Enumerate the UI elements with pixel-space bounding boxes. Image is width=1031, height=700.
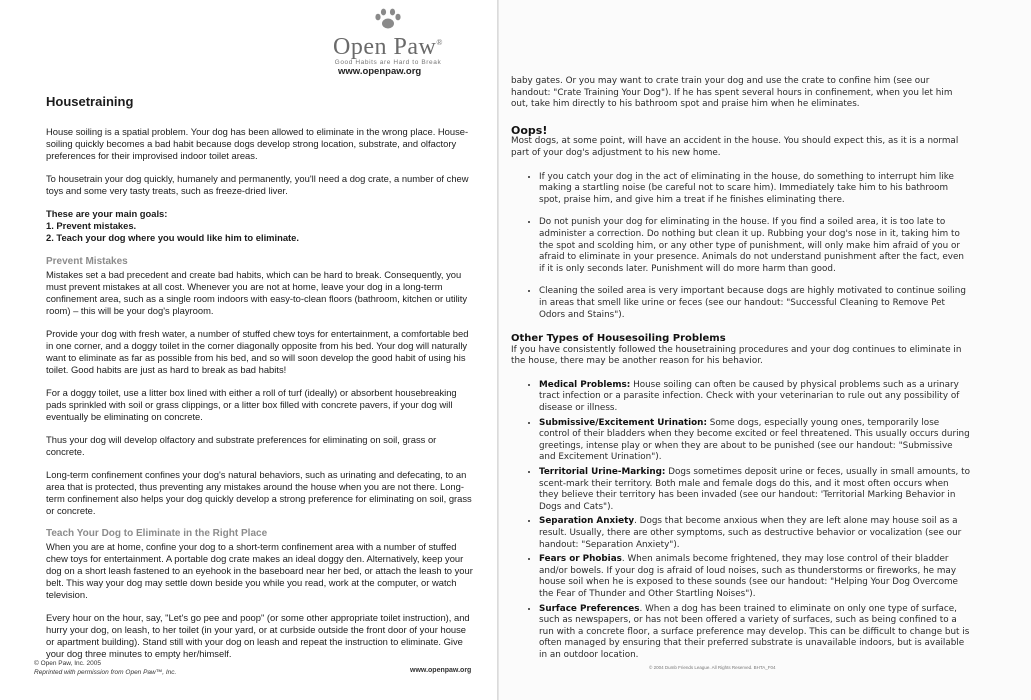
brand-tagline: Good Habits are Hard to Break: [334, 59, 442, 66]
left-page: [0, 0, 499, 700]
list-item: • If you catch your dog in the act of eliminating in the house, do something to interrupt him like making a startling noise (be careful not to scare him). Immediately take him to his bathroom spot, praise him, and give him a treat if he finishes eliminating there.: [539, 172, 971, 207]
intro-paragraph: House soiling is a spatial problem. Your dog has been allowed to eliminate in the wrong place. House-soiling quickly becomes a bad habit because dogs develop strong location, substrate, and olfactory preferences for their improvised indoor toilet areas.: [46, 126, 469, 161]
list-item: • Medical Problems: House soiling can often be caused by physical problems such as a urinary tract infection or a parasite infection. Check with your veterinarian to rule out any possibility of disease or illness.: [539, 380, 971, 415]
goal-item: 2. Teach your dog where you would like him to eliminate.: [46, 232, 299, 243]
list-item: • Submissive/Excitement Urination: Some dogs, especially young ones, temporarily lose control of their bladders when they become excited or feel threatened. This usually occurs during greetings, intense play or when they are about to be punished (see our handout: "Submissive and Excitement Urination").: [539, 418, 971, 464]
paw-print-icon: [373, 8, 403, 30]
left-body: [46, 96, 476, 671]
section-heading-teach: Teach Your Dog to Eliminate in the Right Place: [46, 528, 268, 539]
goals-heading: These are your main goals:: [46, 208, 168, 219]
list-item: • Separation Anxiety. Dogs that become anxious when they are left alone may house soil as a result. Usually, there are other symptoms, such as destructive behavior or vocalization (see our handout: "Separation Anxiety").: [539, 516, 971, 551]
footer-copyright: © Open Paw, Inc. 2005: [34, 660, 101, 667]
other-types-list: [511, 380, 971, 662]
body-paragraph: For a doggy toilet, use a litter box lined with either a roll of turf (ideally) or absorbent housebreaking pads sprinkled with soil or grass clippings, or a litter box filled with concrete pavers, if your dog will eventually be eliminating on concrete.: [46, 387, 457, 422]
right-page: [499, 0, 1031, 700]
section-heading-oops: Oops!: [511, 123, 548, 137]
body-paragraph: Every hour on the hour, say, "Let's go pee and poop" (or some other appropriate toilet instruction), and hurry your dog, on leash, to her toilet (in your yard, or at curbside outside the front door of your house or apartment building). Stand still with your dog on leash and repeat the instruction to eliminate. Give your dog three minutes to empty her/himself.: [46, 612, 470, 659]
oops-intro: Most dogs, at some point, will have an accident in the house. You should expect this, as it is a normal part of your dog's adjustment to his new home.: [511, 136, 959, 158]
other-intro: If you have consistently followed the housetraining procedures and your dog continues to eliminate in the house, there may be another reason for his behavior.: [511, 344, 962, 367]
continued-paragraph: baby gates. Or you may want to crate train your dog and use the crate to confine him (see our handout: "Crate Training Your Dog"). If he has spent several hours in confinement, when you let him out, take him directly to his bathroom spot and praise him when he eliminates.: [511, 76, 953, 110]
list-item: • Territorial Urine-Marking: Dogs sometimes deposit urine or feces, usually in small amounts, to scent-mark their territory. Both male and female dogs do this, and it most often occurs when they believe their territory has been invaded (see our handout: 'Territorial Marking Behavior in Dogs and Cats").: [539, 467, 971, 513]
open-paw-logo: [318, 8, 458, 66]
right-footer: © 2004 Dumb Friends League. All Rights Reserved. BHTA_F04: [649, 665, 776, 670]
body-paragraph: Long-term confinement confines your dog's natural behaviors, such as urinating and defecating, to an area that is protected, thus preventing any mistakes around the house when you are not there. Long-term confinement also helps your dog quickly develop a strong preference for eliminating on soil, grass or concrete.: [46, 469, 472, 516]
body-paragraph: Provide your dog with fresh water, a number of stuffed chew toys for entertainment, a comfortable bed in one corner, and a doggy toilet in the corner diagonally opposite from his bed. Your dog will naturally want to eliminate as far as possible from his bed, and so will soon develop the good habit of using his toilet. Good habits are just as hard to break as bad habits!: [46, 328, 469, 375]
right-body: [511, 76, 971, 665]
intro-paragraph: To housetrain your dog quickly, humanely and permanently, you'll need a dog crate, a number of chew toys and some very tasty treats, such as freeze-dried liver.: [46, 173, 469, 196]
section-heading-other-types: Other Types of Housesoiling Problems: [511, 333, 726, 345]
list-item: • Surface Preferences. When a dog has been trained to eliminate on only one type of surface, such as newspapers, or has not been offered a variety of surfaces, such as being confined to a run with a concrete floor, a surface preference may develop. This can be difficult to change but is often managed by ensuring that their preferred substrate is unavailable indoors, but is available in an outdoor location.: [539, 604, 971, 662]
goal-item: 1. Prevent mistakes.: [46, 220, 137, 231]
footer-url: www.openpaw.org: [410, 667, 472, 674]
goals-list: [46, 208, 476, 244]
footer-reprint: Reprinted with permission from Open Paw™, Inc.: [34, 669, 177, 676]
body-paragraph: Mistakes set a bad precedent and create bad habits, which can be hard to break. Consequently, you must prevent mistakes at all cost. Whenever you are not at home, leave your dog in a long-term confinement area, such as a single room indoors with easy-to-clean floors (bathroom, kitchen or utility room) – this will be your dog's playroom.: [46, 269, 468, 316]
list-item: • Cleaning the soiled area is very important because dogs are highly motivated to continue soiling in areas that smell like urine or feces (see our handout: "Successful Cleaning to Remove Pet Odors and Stains").: [539, 286, 971, 321]
body-paragraph: When you are at home, confine your dog to a short-term confinement area with a number of stuffed chew toys for entertainment. A portable dog crate makes an ideal doggy den. Alternatively, keep your dog on a short leash fastened to an eyehook in the baseboard near her bed, or attach the leash to your belt. This way your dog may settle down beside you while you read, work at the computer, or watch television.: [46, 541, 473, 600]
page-title: Housetraining: [46, 94, 134, 109]
list-item: • Fears or Phobias. When animals become frightened, they may lose control of their bladder and/or bowels. If your dog is afraid of loud noises, such as thunderstorms or fireworks, he may house soil when he is exposed to these sounds (see our handout: "Helping Your Dog Overcome the Fear of Thunder and Other Startling Noises").: [539, 554, 971, 600]
header-url: www.openpaw.org: [338, 66, 422, 77]
brand-name: Open Paw®: [333, 34, 443, 60]
footer-credits: [34, 659, 176, 677]
list-item: • Do not punish your dog for eliminating in the house. If you find a soiled area, it is too late to administer a correction. Do nothing but clean it up. Rubbing your dog's nose in it, taking him to the spot and scolding him, or any other type of punishment, will only make him afraid of you or afraid to eliminate in your presence. Animals do not understand punishment after the fact, even if it is only seconds later. Punishment will do more harm than good.: [539, 217, 971, 275]
body-paragraph: Thus your dog will develop olfactory and substrate preferences for eliminating on soil, grass or concrete.: [46, 434, 437, 457]
oops-bullet-list: [511, 172, 971, 322]
section-heading-prevent-mistakes: Prevent Mistakes: [46, 256, 128, 267]
